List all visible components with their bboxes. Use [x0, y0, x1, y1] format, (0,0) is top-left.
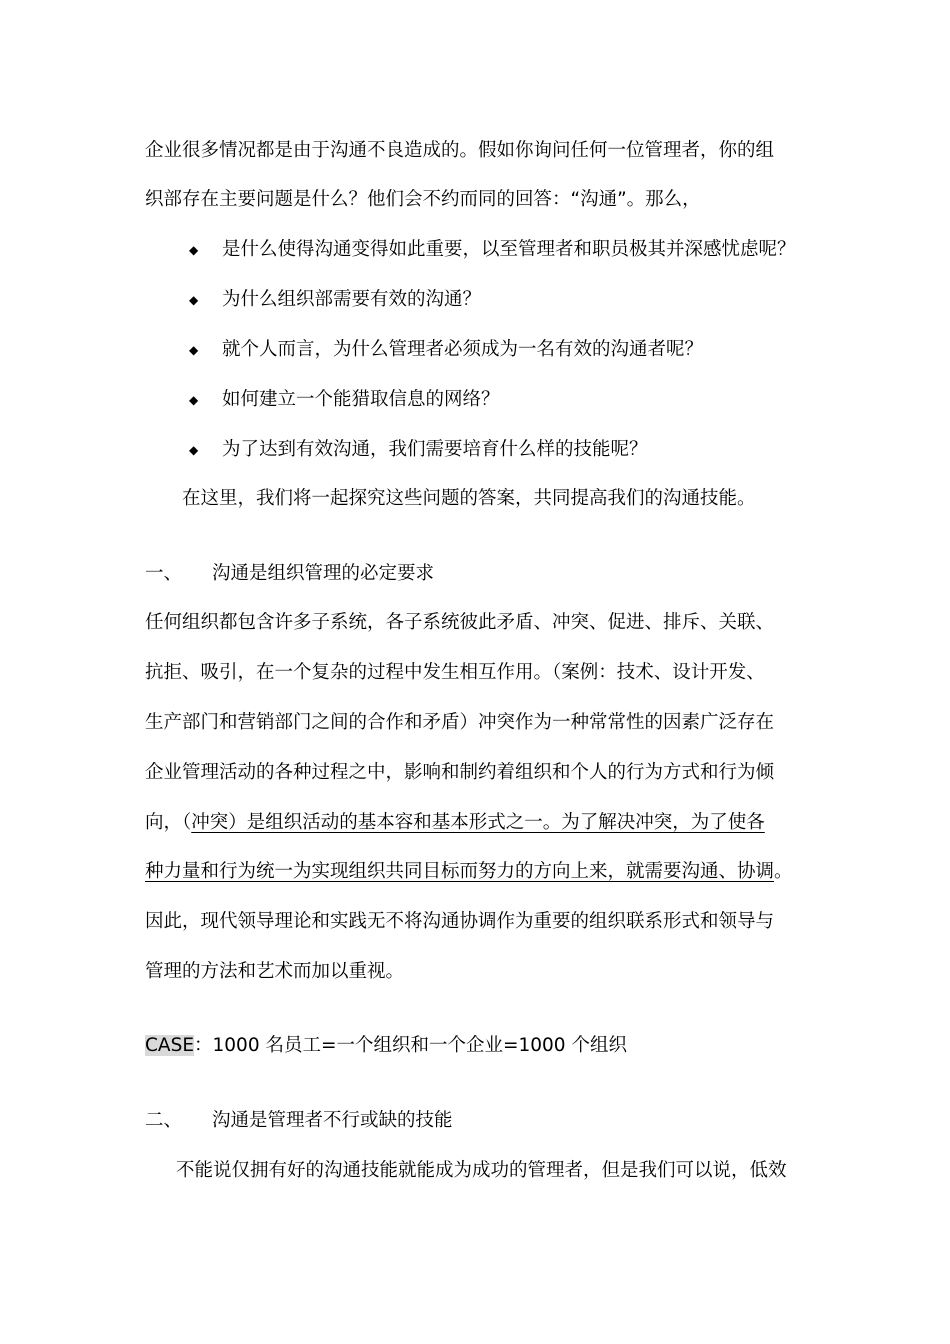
section-1-line-5 — [145, 810, 765, 836]
bullet-diamond-icon: ◆ — [189, 293, 199, 307]
bullet-diamond-icon: ◆ — [189, 343, 199, 357]
intro-line-1: 企业很多情况都是由于沟通不良造成的。假如你询问任何一位管理者，你的组 — [145, 140, 775, 161]
case-line — [145, 1033, 627, 1059]
section-1-line-4: 企业管理活动的各种过程之中，影响和制约着组织和个人的行为方式和行为倾 — [145, 762, 775, 783]
bullet-diamond-icon: ◆ — [189, 243, 199, 257]
section-1-line-7: 因此，现代领导理论和实践无不将沟通协调作为重要的组织联系形式和领导与 — [145, 911, 775, 932]
case-tag: CASE — [145, 1035, 195, 1056]
question-item: 是什么使得沟通变得如此重要，以至管理者和职员极其并深感忧虑呢？ — [222, 239, 796, 260]
bullet-diamond-icon: ◆ — [189, 443, 199, 457]
section-1-number: 一、 — [145, 563, 183, 584]
line-6-suffix: 。 — [774, 861, 793, 882]
section-2-line-1: 不能说仅拥有好的沟通技能就能成为成功的管理者，但是我们可以说，低效 — [176, 1160, 787, 1181]
closing-paragraph: 在这里，我们将一起探究这些问题的答案，共同提高我们的沟通技能。 — [182, 488, 756, 509]
section-1-line-6 — [145, 859, 793, 885]
question-item: 就个人而言，为什么管理者必须成为一名有效的沟通者呢？ — [222, 339, 704, 360]
underlined-emphasis: 种力量和行为统一为实现组织共同目标而努力的方向上来，就需要沟通、协调 — [145, 861, 775, 882]
question-item: 如何建立一个能猎取信息的网络？ — [222, 389, 500, 410]
line-5-prefix: 向，（ — [145, 812, 192, 833]
section-2-number: 二、 — [145, 1110, 183, 1131]
question-item: 为了达到有效沟通，我们需要培育什么样的技能呢？ — [222, 439, 648, 460]
section-2-heading: 沟通是管理者不行或缺的技能 — [212, 1110, 453, 1131]
bullet-diamond-icon: ◆ — [189, 393, 199, 407]
section-1-line-2: 抗拒、吸引，在一个复杂的过程中发生相互作用。（案例：技术、设计开发、 — [145, 662, 765, 683]
section-1-line-3: 生产部门和营销部门之间的合作和矛盾）冲突作为一种常常性的因素广泛存在 — [145, 712, 775, 733]
case-text: ：1000 名员工=一个组织和一个企业=1000 个组织 — [194, 1035, 627, 1056]
section-1-line-1: 任何组织都包含许多子系统，各子系统彼此矛盾、冲突、促进、排斥、关联、 — [145, 612, 775, 633]
section-1-line-8: 管理的方法和艺术而加以重视。 — [145, 961, 405, 982]
question-item: 为什么组织部需要有效的沟通？ — [222, 289, 482, 310]
underlined-emphasis: 冲突）是组织活动的基本容和基本形式之一。为了解决冲突，为了使各 — [191, 812, 765, 833]
intro-line-2: 织部存在主要问题是什么？他们会不约而同的回答：“沟通”。那么， — [145, 189, 701, 210]
section-1-heading: 沟通是组织管理的必定要求 — [212, 563, 435, 584]
